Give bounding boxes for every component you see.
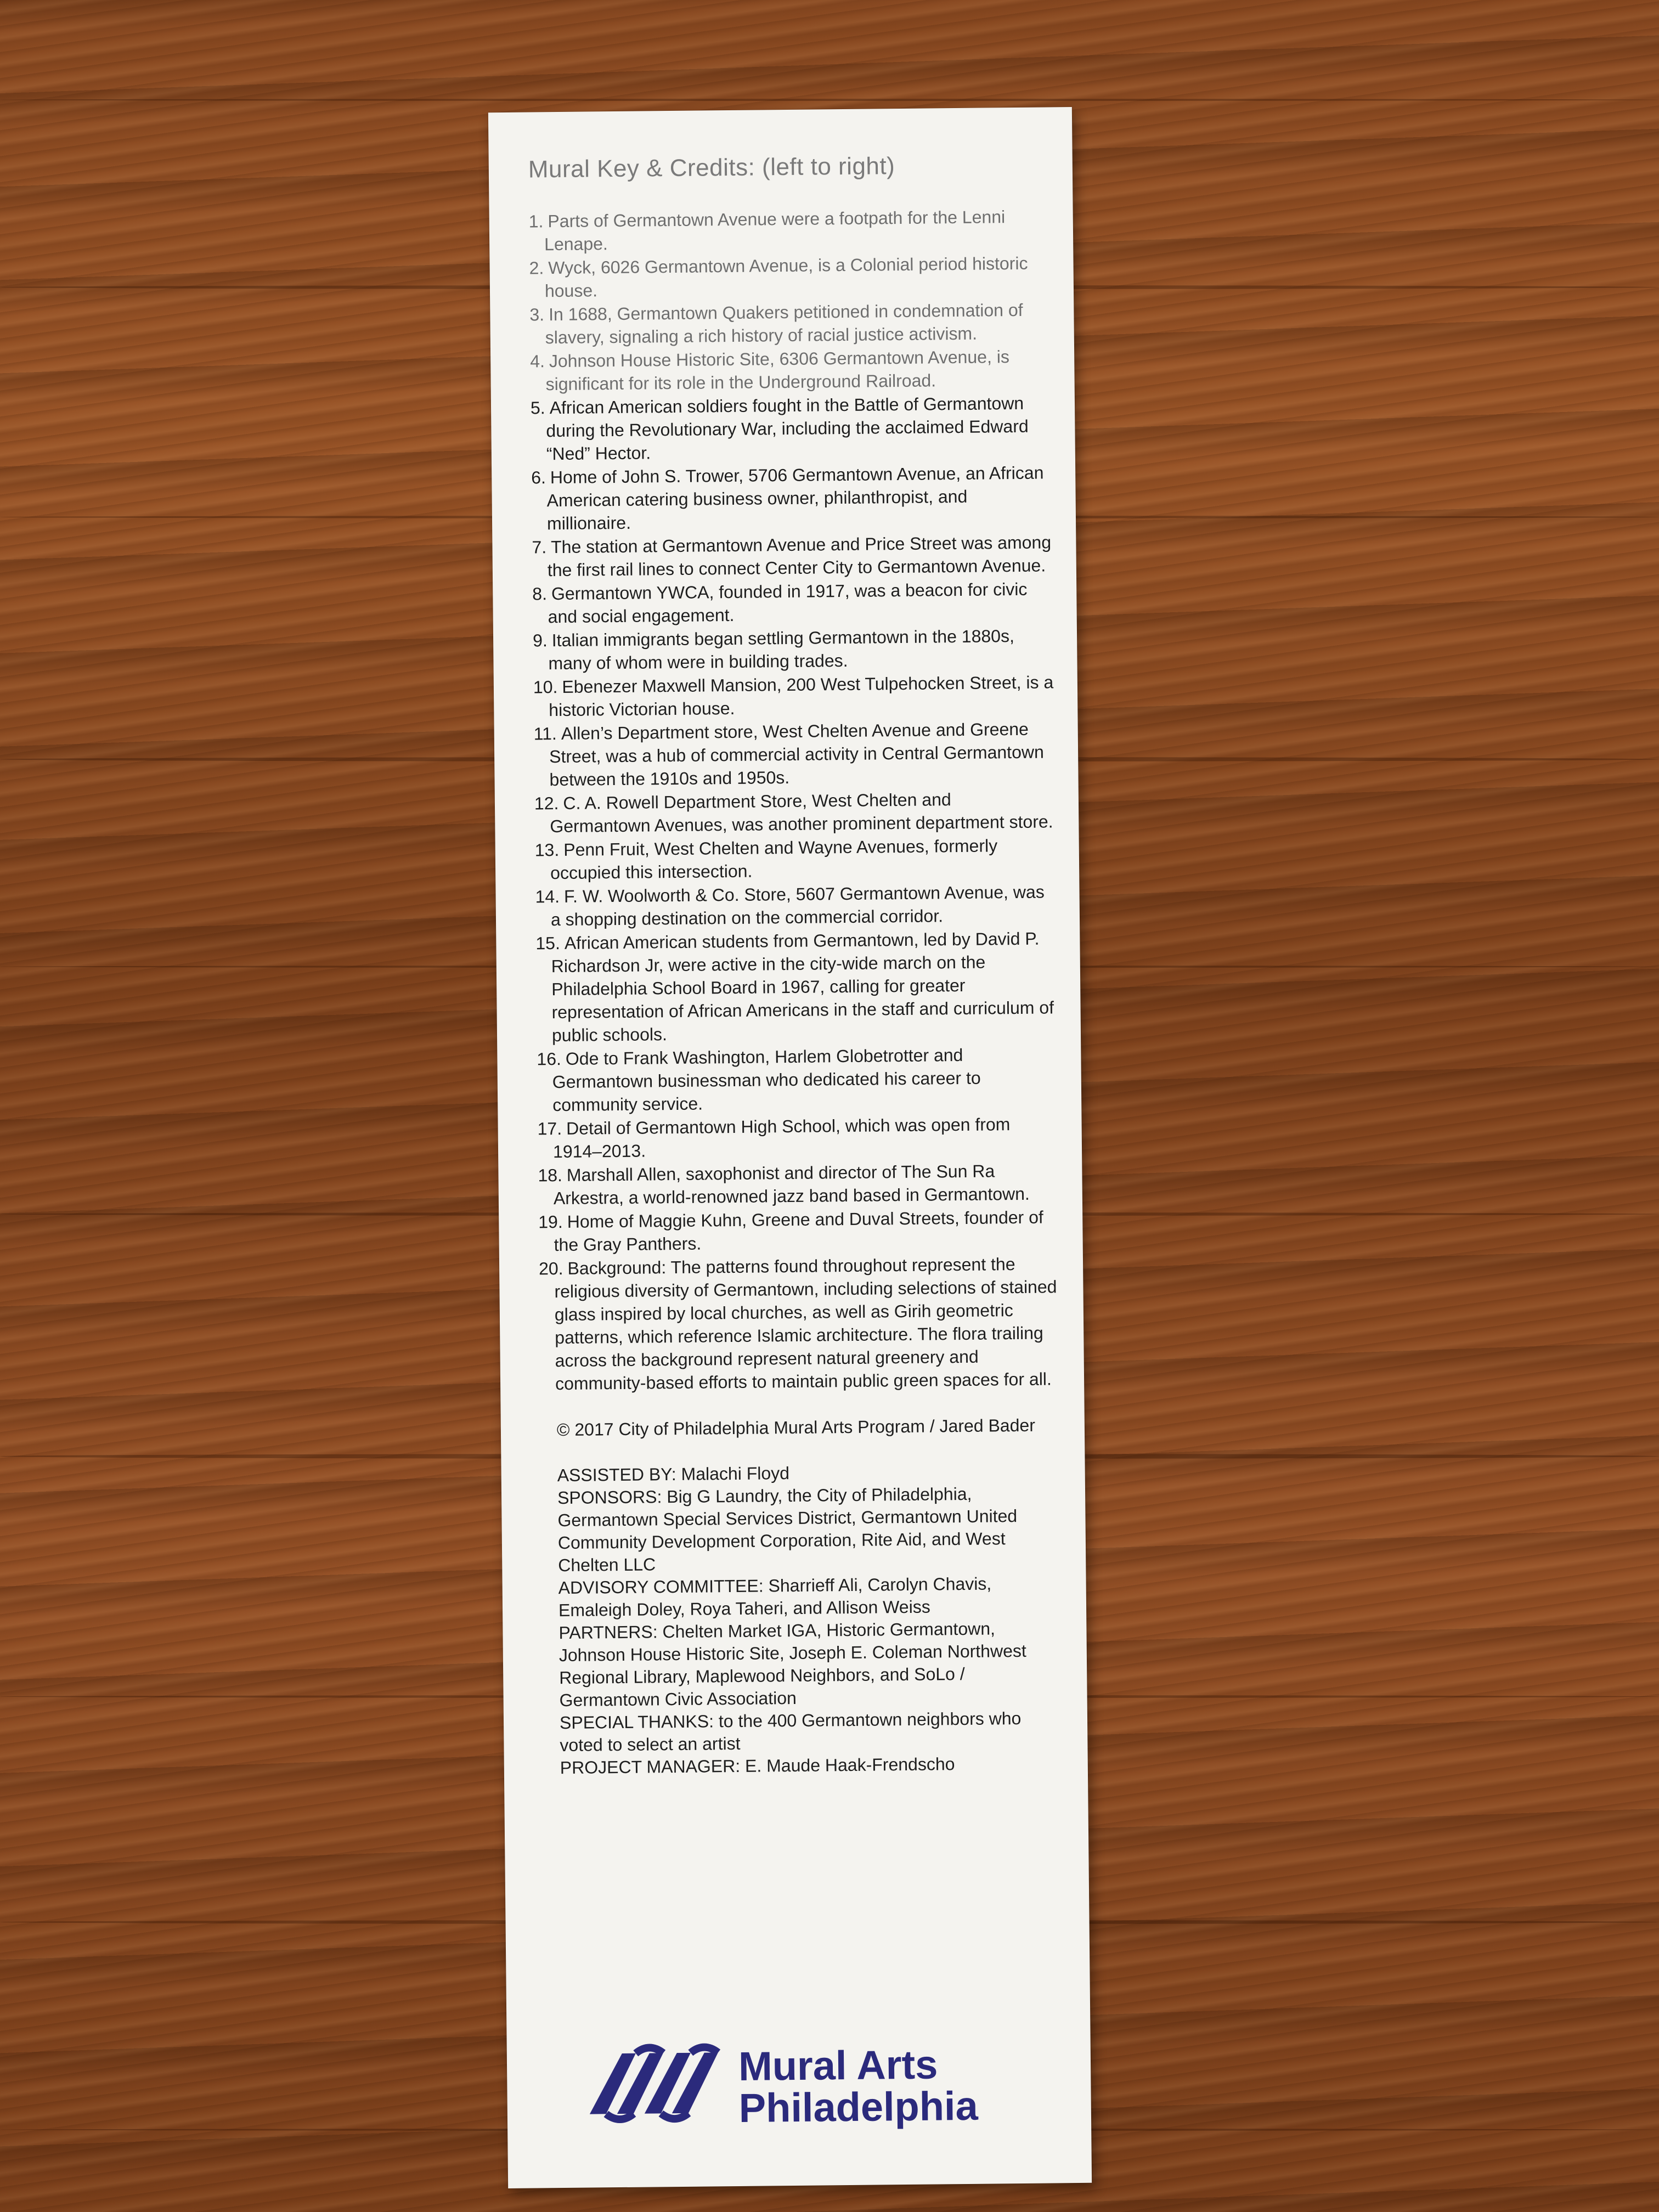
item-number: 4. <box>530 351 545 371</box>
item-number: 3. <box>529 304 545 325</box>
item-text: The station at Germantown Avenue and Price Street was among the first rail lines to connect Center City to Germantown Avenue. <box>547 532 1052 580</box>
item-number: 10. <box>533 677 558 697</box>
item-text: Home of John S. Trower, 5706 Germantown Avenue, an African American catering business owner, philanthropist, and millionaire. <box>546 462 1044 534</box>
item-text: Penn Fruit, West Chelten and Wayne Avenues, formerly occupied this intersection. <box>550 836 998 883</box>
item-text: Detail of Germantown High School, which was open from 1914–2013. <box>552 1114 1011 1162</box>
credit-line: ADVISORY COMMITTEE: Sharrieff Ali, Carolyn Chavis, Emaleigh Doley, Roya Taheri, and Allison Weiss <box>558 1573 992 1621</box>
mural-arts-m-mark-icon <box>584 2036 733 2131</box>
item-number: 2. <box>529 258 544 278</box>
mural-key-item <box>529 251 1051 302</box>
item-number: 16. <box>537 1048 562 1069</box>
mural-key-item <box>535 880 1057 931</box>
item-number: 18. <box>538 1165 563 1186</box>
mural-key-item <box>537 1112 1059 1163</box>
credits-block <box>557 1459 1065 1779</box>
mural-key-item <box>535 833 1057 884</box>
mural-key-item <box>533 624 1054 675</box>
item-text: F. W. Woolworth & Co. Store, 5607 Germantown Avenue, was a shopping destination on the commercial corridor. <box>550 882 1045 930</box>
item-text: In 1688, Germantown Quakers petitioned in condemnation of slavery, signaling a rich history of racial justice activism. <box>545 300 1023 348</box>
item-number: 15. <box>535 933 561 953</box>
item-number: 5. <box>530 398 545 418</box>
item-number: 13. <box>534 840 560 860</box>
mural-arts-logo <box>584 2033 1024 2136</box>
item-text: Home of Maggie Kuhn, Greene and Duval Streets, founder of the Gray Panthers. <box>554 1207 1043 1255</box>
item-text: Italian immigrants began settling Germantown in the 1880s, many of whom were in building trades. <box>548 626 1015 674</box>
mural-bookmark-card <box>488 107 1092 2188</box>
credit-line: PARTNERS: Chelten Market IGA, Historic Germantown, Johnson House Historic Site, Joseph E. Coleman Northwest Regional Library, Maplewood Neighbors, and SoLo / Germantown Civic Association <box>558 1618 1026 1711</box>
item-text: Germantown YWCA, founded in 1917, was a beacon for civic and social engagement. <box>548 579 1028 627</box>
item-number: 14. <box>535 887 560 907</box>
item-number: 6. <box>531 467 546 488</box>
item-number: 17. <box>537 1118 562 1139</box>
mural-key-item <box>529 298 1051 349</box>
item-number: 7. <box>532 537 547 557</box>
mural-key-item <box>533 670 1055 721</box>
item-number: 8. <box>532 584 548 604</box>
item-number: 11. <box>533 724 557 744</box>
mural-key-item <box>530 345 1052 396</box>
mural-key-item <box>539 1252 1061 1395</box>
mural-key-item <box>529 205 1051 256</box>
wood-grain-line <box>0 99 1659 101</box>
credit-line: ASSISTED BY: Malachi Floyd <box>557 1463 790 1486</box>
mural-key-item <box>537 1042 1058 1116</box>
mural-key-item <box>531 391 1052 465</box>
credit-line: SPECIAL THANKS: to the 400 Germantown neighbors who voted to select an artist <box>559 1708 1022 1756</box>
logo-wordmark <box>738 2041 979 2131</box>
mural-key-item <box>534 717 1056 791</box>
logo-line-1: Mural Arts <box>738 2041 938 2089</box>
item-text: Allen’s Department store, West Chelten Avenue and Greene Street, was a hub of commercial activity in Central Germantown between the 1910s and 1950s. <box>549 719 1044 790</box>
item-number: 19. <box>538 1211 563 1232</box>
item-text: Wyck, 6026 Germantown Avenue, is a Colonial period historic house. <box>544 253 1028 301</box>
item-number: 1. <box>528 211 544 232</box>
item-number: 12. <box>534 793 559 814</box>
mural-key-item <box>538 1159 1059 1210</box>
credit-line: SPONSORS: Big G Laundry, the City of Philadelphia, Germantown Special Services District, Germantown United Community Development Corporation, Rite Aid, and West Chelten LLC <box>557 1483 1018 1576</box>
item-number: 20. <box>538 1258 563 1279</box>
mural-key-item <box>534 787 1056 838</box>
mural-key-item <box>535 927 1058 1047</box>
mural-key-item <box>532 577 1054 628</box>
item-text: Marshall Allen, saxophonist and director of The Sun Ra Arkestra, a world-renowned jazz band based in Germantown. <box>553 1161 1030 1209</box>
logo-line-2: Philadelphia <box>738 2083 979 2131</box>
copyright-notice: © 2017 City of Philadelphia Mural Arts Program / Jared Bader <box>556 1415 1036 1440</box>
card-content <box>528 151 1065 1779</box>
mural-key-item <box>532 531 1053 582</box>
item-text: Parts of Germantown Avenue were a footpath for the Lenni Lenape. <box>544 207 1006 255</box>
item-text: Ebenezer Maxwell Mansion, 200 West Tulpehocken Street, is a historic Victorian house. <box>549 672 1054 720</box>
item-text: African American soldiers fought in the Battle of Germantown during the Revolutionary War, including the acclaimed Edward “Ned” Hector. <box>546 393 1029 464</box>
item-number: 9. <box>532 630 548 651</box>
card-title: Mural Key & Credits: (left to right) <box>528 153 895 183</box>
mural-key-item <box>538 1205 1060 1256</box>
item-text: Johnson House Historic Site, 6306 Germantown Avenue, is significant for its role in the Underground Railroad. <box>545 347 1010 394</box>
mural-key-item <box>531 461 1053 535</box>
credit-line: PROJECT MANAGER: E. Maude Haak-Frendscho <box>560 1754 955 1778</box>
item-text: African American students from Germantown, led by David P. Richardson Jr, were active in the city-wide march on the Philadelphia School Board in 1967, calling for greater representation of African Americans in the staff and curriculum of public schools. <box>551 928 1054 1046</box>
item-text: C. A. Rowell Department Store, West Chelten and Germantown Avenues, was another prominent department store. <box>550 789 1053 837</box>
item-text: Background: The patterns found throughout represent the religious diversity of Germantown, including selections of stained glass inspired by local churches, as well as Girih geometric patterns, which reference Islamic architecture. The flora trailing across the background represent natural greenery and community-based efforts to maintain public green spaces for all. <box>554 1254 1057 1394</box>
item-text: Ode to Frank Washington, Harlem Globetrotter and Germantown businessman who dedicated his career to community service. <box>552 1045 981 1115</box>
mural-key-list <box>529 205 1062 1395</box>
